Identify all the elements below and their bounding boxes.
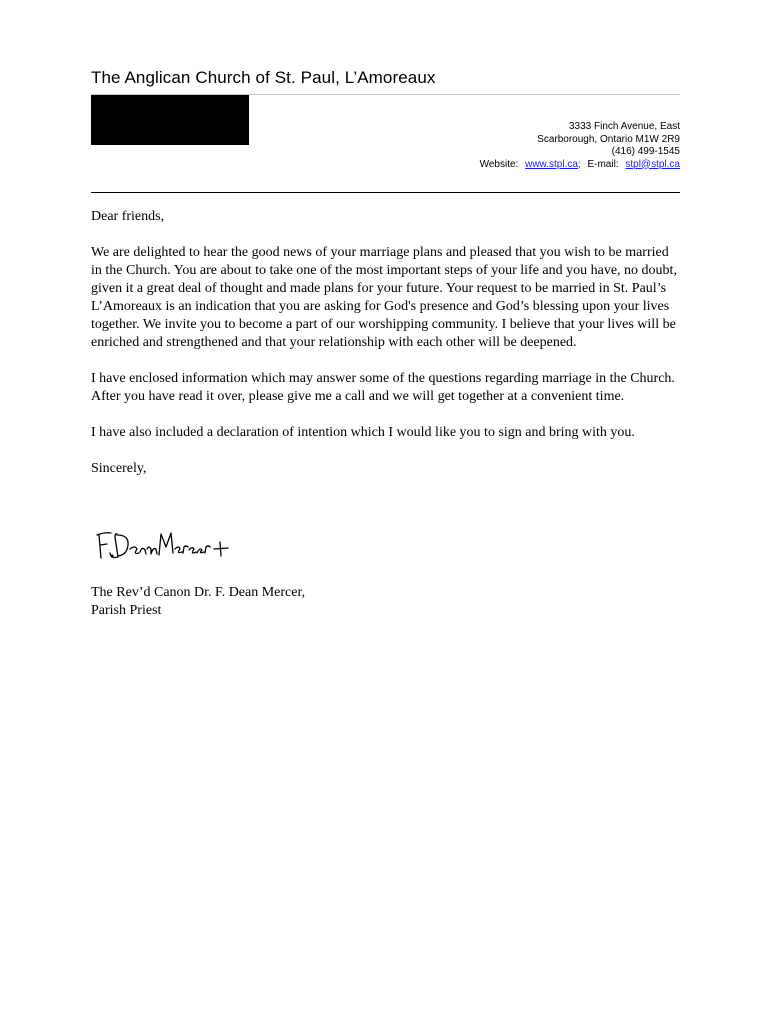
letterhead-divider [91, 192, 680, 193]
redacted-logo [91, 95, 249, 145]
contact-address [480, 121, 680, 171]
paragraph-1: We are delighted to hear the good news of your marriage plans and pleased that you wish to be married in the Church. You are about to take one of the most important steps of your life and you have, no doubt, given it a great deal of thought and made plans for your future. Your request to be married in St. Paul’s L’Amoreaux is an indication that you are asking for God's presence and God’s blessing upon your lives together. We invite you to become a part of our worshipping community. I believe that your lives will be enriched and strengthened and that your relationship with each other will be deepened. [91, 245, 677, 350]
signer-title: Parish Priest [91, 603, 162, 618]
signature-block [91, 584, 305, 620]
address-web-line [480, 159, 680, 172]
address-street: 3333 Finch Avenue, East [568, 121, 680, 132]
address-city: Scarborough, Ontario M1W 2R9 [537, 133, 680, 145]
paragraph-3: I have also included a declaration of intention which I would like you to sign and bring with you. [91, 425, 635, 440]
website-link[interactable]: www.stpl.ca; [525, 158, 581, 170]
address-phone: (416) 499-1545 [611, 146, 680, 157]
email-label: E-mail: [587, 158, 619, 170]
letter-body [91, 208, 681, 496]
signer-name: The Rev’d Canon Dr. F. Dean Mercer, [91, 585, 306, 600]
closing: Sincerely, [91, 461, 147, 476]
paragraph-2: I have enclosed information which may answer some of the questions regarding marriage in the Church. After you have read it over, please give me a call and we will get together at a convenient time. [91, 371, 675, 404]
email-link[interactable]: stpl@stpl.ca [625, 158, 680, 170]
handwritten-signature [93, 525, 233, 565]
church-name-heading: The Anglican Church of St. Paul, L’Amoreaux [91, 68, 436, 87]
website-label: Website: [479, 158, 519, 170]
greeting: Dear friends, [91, 209, 165, 224]
